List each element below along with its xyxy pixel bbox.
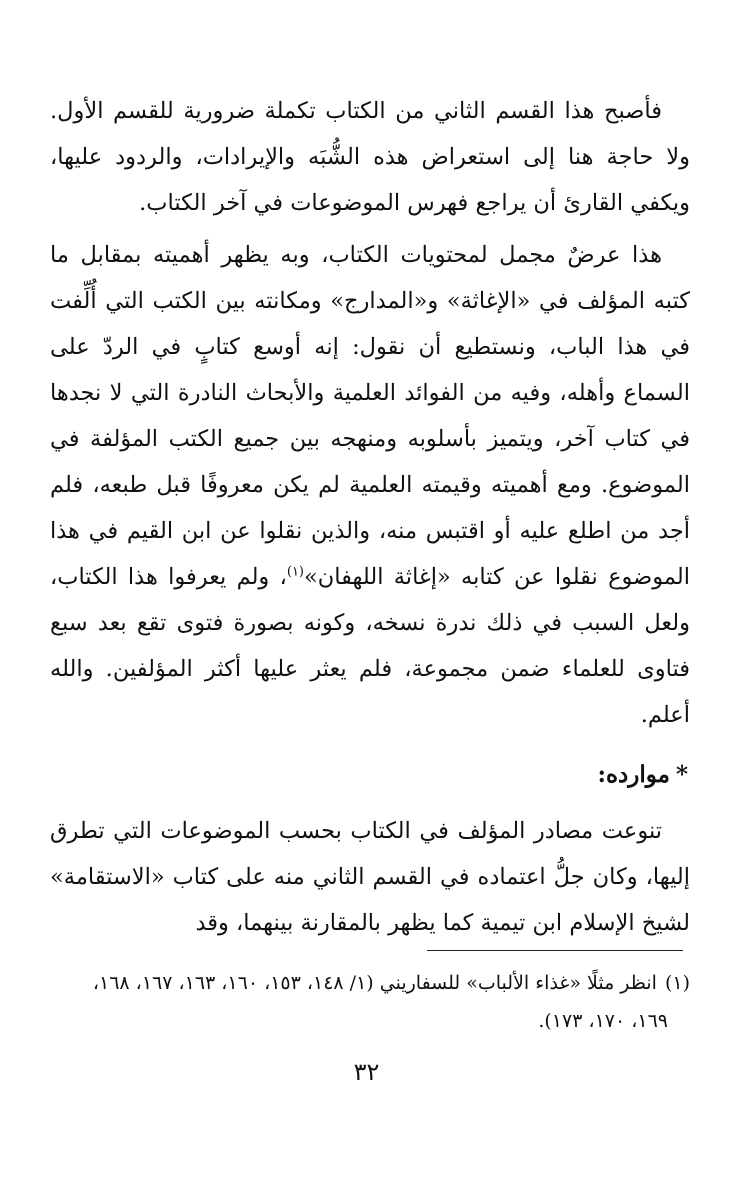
section-heading-title: موارده: bbox=[597, 761, 670, 788]
paragraph-1: فأصبح هذا القسم الثاني من الكتاب تكملة ضرورية للقسم الأول. ولا حاجة هنا إلى استعراض هذه الشُّبَه والإيرادات، والردود عليها، ويكفي القارئ أن يراجع فهرس الموضوعات في آخر الكتاب. bbox=[50, 98, 690, 216]
paragraph-2-text: هذا عرضٌ مجمل لمحتويات الكتاب، وبه يظهر أهميته بمقابل ما كتبه المؤلف في «الإغاثة» و«المدارج» ومكانته بين الكتب التي أُلِّفت في هذا الباب، ونستطيع أن نقول: إنه أوسع كتابٍ في الردّ على السماع وأهله، وفيه من الفوائد العلمية والأبحاث النادرة التي لا نجدها في كتاب آخر، ويتميز بأسلوبه ومنهجه بين جميع الكتب المؤلفة في الموضوع. ومع أهميته وقيمته العلمية لم يكن معروفًا قبل طبعه، فلم أجد من اطلع عليه أو اقتبس منه، والذين نقلوا عن ابن القيم في هذا الموضوع نقلوا عن كتابه «إغاثة اللهفان» bbox=[50, 242, 690, 590]
star-icon: * bbox=[675, 761, 688, 788]
paragraph-2-continuation: ، ولم يعرفوا هذا الكتاب، ولعل السبب في ذلك ندرة نسخه، وكونه بصورة فتوى تقع بعد سبع فتاوى للعلماء ضمن مجموعة، فلم يعثر عليها أكثر المؤلفين. والله أعلم. bbox=[50, 564, 690, 728]
footnote bbox=[40, 964, 690, 1040]
footnote-line-2: ١٦٩، ١٧٠، ١٧٣). bbox=[538, 1010, 668, 1032]
footnote-divider bbox=[427, 950, 683, 951]
page-body bbox=[50, 88, 690, 946]
page-number: ٣٢ bbox=[353, 1058, 380, 1086]
footnote-reference: (١) bbox=[286, 564, 304, 580]
paragraph-2 bbox=[50, 232, 690, 738]
section-paragraph: تنوعت مصادر المؤلف في الكتاب بحسب الموضوعات التي تطرق إليها، وكان جلُّ اعتماده في القسم الثاني منه على كتاب «الاستقامة» لشيخ الإسلام ابن تيمية كما يظهر بالمقارنة بينهما، وقد bbox=[50, 818, 690, 936]
footnote-mark: (١) bbox=[664, 972, 690, 994]
footnote-line-1: انظر مثلًا «غذاء الألباب» للسفاريني (١/ ١٤٨، ١٥٣، ١٦٠، ١٦٣، ١٦٧، ١٦٨، bbox=[92, 972, 657, 994]
section-heading bbox=[50, 752, 690, 798]
